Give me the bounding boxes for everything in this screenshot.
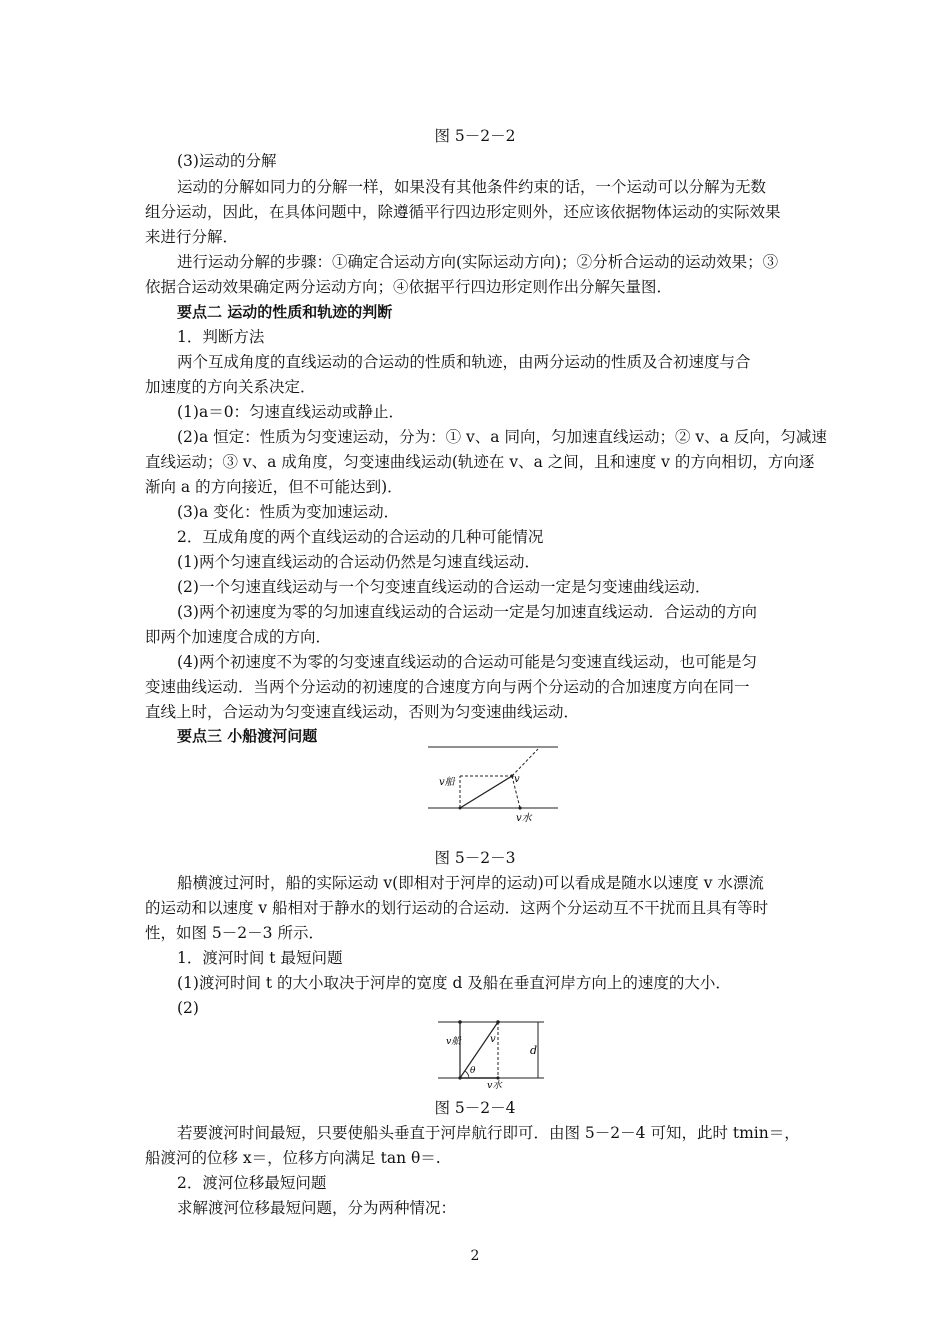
label-theta: θ (470, 1066, 476, 1076)
paragraph-line: 1．渡河时间 t 最短问题 (177, 949, 343, 967)
paragraph-line: 直线上时，合运动为匀变速直线运动，否则为匀变速曲线运动． (145, 703, 580, 721)
paragraph-line: 进行运动分解的步骤：①确定合运动方向(实际运动方向)；②分析合运动的运动效果；③ (177, 253, 779, 271)
paragraph-line: 即两个加速度合成的方向． (145, 628, 332, 646)
paragraph-line: (4)两个初速度不为零的匀变速直线运动的合运动可能是匀变速直线运动，也可能是匀 (177, 653, 757, 671)
paragraph-line: 两个互成角度的直线运动的合运动的性质和轨迹，由两分运动的性质及合初速度与合 (177, 353, 751, 371)
paragraph-line: (2)a 恒定：性质为匀变速运动，分为：① v、a 同向，匀加速直线运动；② v、a 反向，匀减速 (177, 428, 827, 446)
figure-caption-5-2-2: 图 5－2－2 (434, 127, 516, 145)
paragraph-line: (1)两个匀速直线运动的合运动仍然是匀速直线运动． (177, 553, 540, 571)
label-d: d (530, 1044, 538, 1057)
paragraph-line: 船渡河的位移 x＝，位移方向满足 tan θ＝. (145, 1149, 441, 1167)
paragraph-line: 船横渡过河时，船的实际运动 v(即相对于河岸的运动)可以看成是随水以速度 v 水漂流 (177, 874, 764, 892)
label-v-water: v水 (516, 813, 532, 824)
paragraph-line: (1)a＝0：匀速直线运动或静止． (177, 403, 405, 421)
paragraph-line: 求解渡河位移最短问题，分为两种情况： (177, 1199, 457, 1217)
paragraph-line: 依据合运动效果确定两分运动方向；④依据平行四边形定则作出分解矢量图． (145, 278, 673, 296)
paragraph-line: 变速曲线运动．当两个分运动的初速度的合速度方向与两个分运动的合加速度方向在同一 (145, 678, 750, 696)
paragraph-line: 运动的分解如同力的分解一样，如果没有其他条件约束的话，一个运动可以分解为无数 (177, 178, 767, 196)
figure-caption-5-2-3: 图 5－2－3 (434, 849, 516, 867)
paragraph-line: 2．渡河位移最短问题 (177, 1174, 327, 1192)
paragraph-line: 的运动和以速度 v 船相对于静水的划行运动的合运动．这两个分运动互不干扰而且具有等时 (145, 899, 769, 917)
section-heading-key-point-3: 要点三 小船渡河问题 (177, 727, 318, 745)
paragraph-line: 2．互成角度的两个直线运动的合运动的几种可能情况 (177, 528, 544, 546)
label-v-boat: v船 (446, 1036, 461, 1047)
paragraph-line: 渐向 a 的方向接近，但不可能达到)． (145, 478, 403, 496)
paragraph-line: 组分运动，因此，在具体问题中，除遵循平行四边形定则外，还应该依据物体运动的实际效果 (145, 203, 781, 221)
paragraph-line: 直线运动；③ v、a 成角度，匀变速曲线运动(轨迹在 v、a 之间，且和速度 v 的方向相切，方向逐 (145, 453, 815, 471)
figure-5-2-4 (432, 1016, 548, 1092)
label-v: v (514, 774, 520, 785)
paragraph-line: (1)渡河时间 t 的大小取决于河岸的宽度 d 及船在垂直河岸方向上的速度的大小． (177, 974, 731, 992)
label-v-boat: v船 (439, 777, 455, 788)
paragraph-line: (3)a 变化：性质为变加速运动． (177, 503, 400, 521)
paragraph-line: (3)两个初速度为零的匀加速直线运动的合运动一定是匀加速直线运动．合运动的方向 (177, 603, 757, 621)
paragraph-line: 性，如图 5－2－3 所示． (145, 924, 324, 942)
label-v-water: v水 (487, 1080, 502, 1091)
label-v: v (490, 1034, 496, 1045)
paragraph-line: 若要渡河时间最短，只要使船头垂直于河岸航行即可．由图 5－2－4 可知，此时 tmin＝， (177, 1124, 800, 1142)
figure-caption-5-2-4: 图 5－2－4 (434, 1099, 516, 1117)
page-number: 2 (470, 1248, 480, 1264)
section-heading-key-point-2: 要点二 运动的性质和轨迹的判断 (177, 303, 393, 321)
paragraph-line: (2)一个匀速直线运动与一个匀变速直线运动的合运动一定是匀变速曲线运动． (177, 578, 711, 596)
paragraph-line: 加速度的方向关系决定． (145, 378, 316, 396)
paragraph-line: (3)运动的分解 (177, 152, 277, 170)
figure-5-2-3 (420, 742, 570, 826)
paragraph-line: 1．判断方法 (177, 328, 265, 346)
paragraph-line: (2) (177, 999, 199, 1017)
paragraph-line: 来进行分解． (145, 228, 239, 246)
